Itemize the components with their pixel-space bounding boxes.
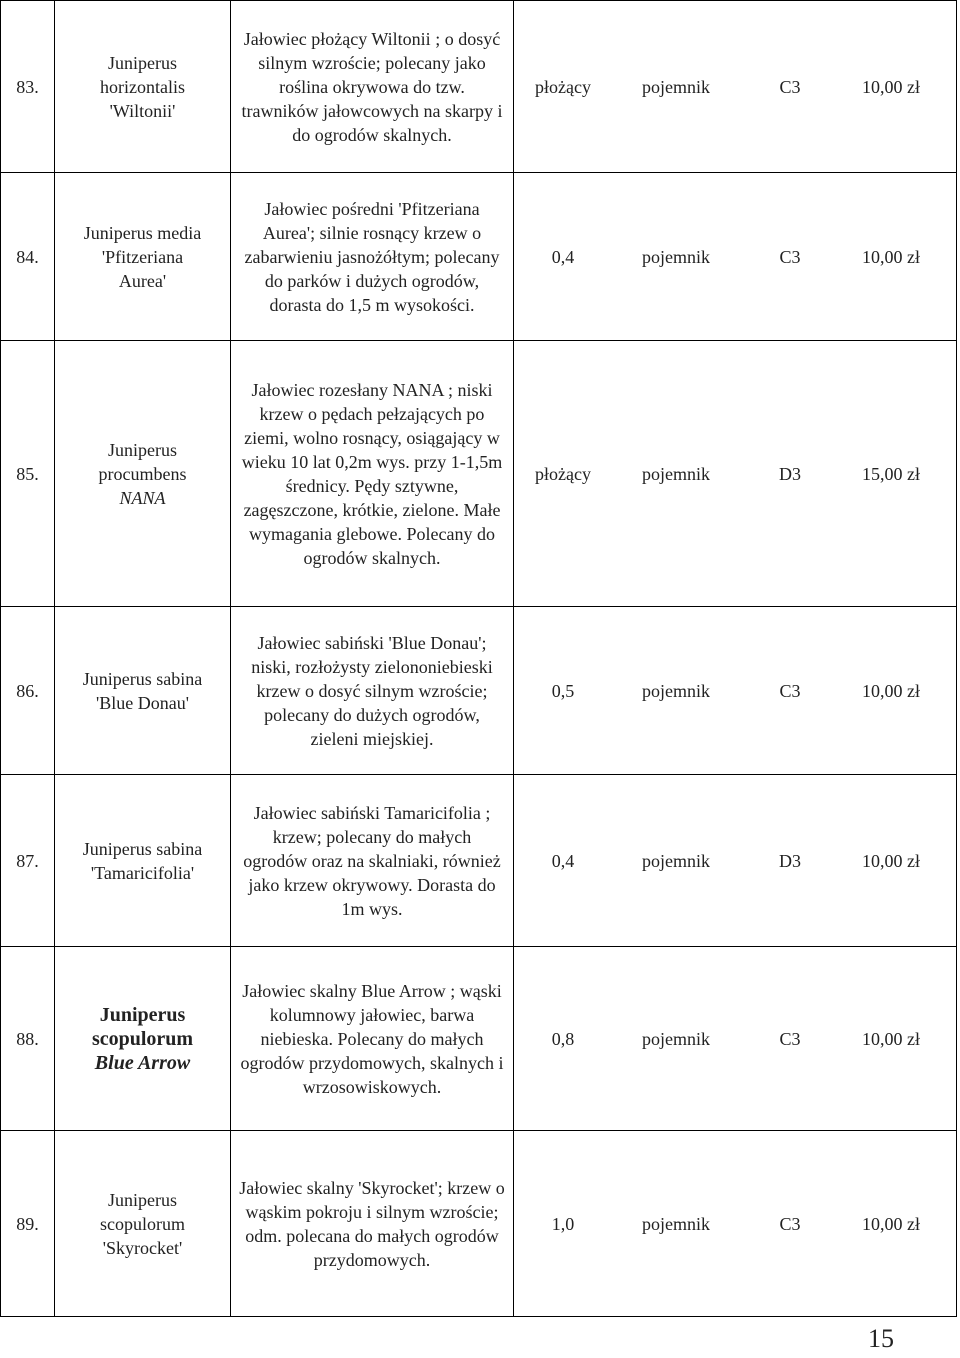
plant-name — [55, 947, 231, 1131]
container-size: D3 — [779, 850, 801, 871]
container-type: pojemnik — [642, 246, 710, 267]
plant-description: Jałowiec płożący Wiltonii ; o dosyć silnym wzroście; polecany jako roślina okrywowa do tzw. trawników jałowcowych na skarpy i do ogrodów skalnych. — [231, 1, 514, 173]
plant-description: Jałowiec sabiński 'Blue Donau'; niski, rozłożysty zielononiebieski krzew o dosyć silnym wzroście; polecany do dużych ogrodów, zieleni miejskiej. — [231, 607, 514, 775]
plant-height: płożący — [535, 76, 591, 97]
name-line: procumbens — [98, 463, 187, 484]
container-type: pojemnik — [642, 1028, 710, 1049]
container-type: pojemnik — [642, 76, 710, 97]
plant-description: Jałowiec skalny Blue Arrow ; wąski kolumnowy jałowiec, barwa niebieska. Polecany do małych ogrodów przydomowych, skalnych i wrzosowiskowych. — [231, 947, 514, 1131]
container-size: C3 — [779, 1028, 801, 1049]
row-number: 86. — [1, 607, 55, 775]
price: 10,00 zł — [862, 1213, 920, 1234]
container-type: pojemnik — [642, 680, 710, 701]
price: 15,00 zł — [862, 463, 920, 484]
row-number: 83. — [1, 1, 55, 173]
name-line: Juniperus — [108, 439, 177, 460]
name-line: Juniperus sabina — [82, 668, 203, 689]
name-line: scopulorum — [91, 1027, 194, 1050]
table-row — [1, 173, 957, 341]
name-line: scopulorum — [100, 1213, 185, 1234]
name-line: 'Pfitzeriana — [101, 246, 184, 267]
plant-name — [55, 1, 231, 173]
container-size: D3 — [779, 463, 801, 484]
name-line: Aurea' — [118, 270, 167, 291]
container-type: pojemnik — [642, 463, 710, 484]
plant-name — [55, 1131, 231, 1317]
plant-height: 0,4 — [551, 850, 575, 871]
row-number: 84. — [1, 173, 55, 341]
plant-name — [55, 341, 231, 607]
plant-height: 0,4 — [551, 246, 575, 267]
table-row — [1, 341, 957, 607]
name-line: 'Skyrocket' — [102, 1237, 183, 1258]
name-line: 'Tamaricifolia' — [90, 862, 195, 883]
name-line: Juniperus — [108, 1189, 177, 1210]
plant-description: Jałowiec sabiński Tamaricifolia ; krzew; polecany do małych ogrodów oraz na skalniaki, również jako krzew okrywowy. Dorasta do 1m wys. — [231, 775, 514, 947]
price: 10,00 zł — [862, 850, 920, 871]
plant-height: płożący — [535, 463, 591, 484]
container-size: C3 — [779, 1213, 801, 1234]
plant-description: Jałowiec rozesłany NANA ; niski krzew o pędach pełzających po ziemi, wolno rosnący, osiągający w wieku 10 lat 0,2m wys. przy 1-1,5m średnicy. Pędy sztywne, zagęszczone, krótkie, zielone. Małe wymagania glebowe. Polecany do ogrodów skalnych. — [231, 341, 514, 607]
table-row — [1, 1131, 957, 1317]
price: 10,00 zł — [862, 246, 920, 267]
price: 10,00 zł — [862, 76, 920, 97]
plant-name — [55, 173, 231, 341]
container-type: pojemnik — [642, 850, 710, 871]
plant-description: Jałowiec skalny 'Skyrocket'; krzew o wąskim pokroju i silnym wzroście; odm. polecana do małych ogrodów przydomowych. — [231, 1131, 514, 1317]
name-line: horizontalis — [100, 76, 185, 97]
name-line: Juniperus — [108, 52, 177, 73]
row-number: 87. — [1, 775, 55, 947]
table-row — [1, 607, 957, 775]
table-row — [1, 775, 957, 947]
name-line: NANA — [119, 487, 166, 508]
table-row — [1, 947, 957, 1131]
name-line: 'Wiltonii' — [109, 100, 176, 121]
plant-height: 1,0 — [551, 1213, 575, 1234]
name-line: 'Blue Donau' — [96, 692, 189, 713]
name-line: Juniperus media — [83, 222, 202, 243]
name-line: Juniperus sabina — [82, 838, 203, 859]
container-size: C3 — [779, 76, 801, 97]
container-size: C3 — [779, 246, 801, 267]
plant-height: 0,8 — [551, 1028, 575, 1049]
row-number: 88. — [1, 947, 55, 1131]
container-type: pojemnik — [642, 1213, 710, 1234]
table-row — [1, 1, 957, 173]
name-line: Juniperus — [99, 1003, 186, 1026]
price: 10,00 zł — [862, 1028, 920, 1049]
container-size: C3 — [779, 680, 801, 701]
page-number: 15 — [868, 1324, 894, 1353]
plant-height: 0,5 — [551, 680, 575, 701]
plant-name — [55, 775, 231, 947]
plant-name — [55, 607, 231, 775]
row-number: 85. — [1, 341, 55, 607]
row-number: 89. — [1, 1131, 55, 1317]
price: 10,00 zł — [862, 680, 920, 701]
plant-description: Jałowiec pośredni 'Pfitzeriana Aurea'; silnie rosnący krzew o zabarwieniu jasnożółtym; polecany do parków i dużych ogrodów, dorasta do 1,5 m wysokości. — [231, 173, 514, 341]
name-line: Blue Arrow — [94, 1051, 191, 1074]
